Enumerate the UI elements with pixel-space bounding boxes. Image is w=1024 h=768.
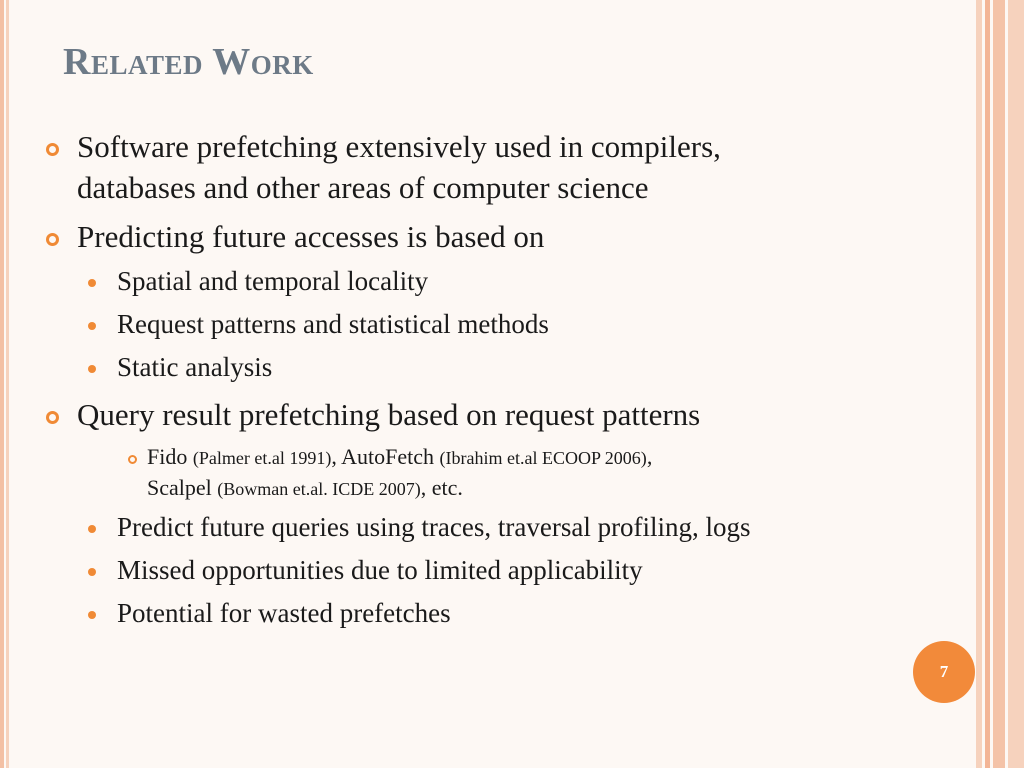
sub-bullet-dot-icon — [88, 568, 96, 576]
bullet-2: Predicting future accesses is based on — [77, 219, 545, 254]
bullet-ring-icon — [46, 233, 59, 246]
sub-bullet-dot-icon — [88, 611, 96, 619]
bullet-ring-icon — [46, 143, 59, 156]
ref-fido: Fido — [147, 444, 188, 469]
right-border-decoration — [976, 0, 1024, 768]
sub-bullet-ring-icon — [128, 455, 137, 464]
bullet-3-sub-3: Potential for wasted prefetches — [117, 598, 451, 628]
bullet-3: Query result prefetching based on request patterns — [77, 397, 701, 432]
sub-bullet-dot-icon — [88, 525, 96, 533]
bullet-2-sub-2: Request patterns and statistical methods — [117, 309, 549, 339]
sub-bullet-dot-icon — [88, 365, 96, 373]
sub-bullet-dot-icon — [88, 279, 96, 287]
bullet-1-line-2: databases and other areas of computer science — [77, 170, 649, 205]
page-number-badge: 7 — [913, 641, 975, 703]
ref-autofetch: AutoFetch — [341, 444, 435, 469]
ref-separator: , — [331, 444, 337, 469]
ref-separator: , — [646, 444, 653, 469]
sub-bullet-dot-icon — [88, 322, 96, 330]
bullet-3-sub-1: Predict future queries using traces, traversal profiling, logs — [117, 512, 751, 542]
bullet-2-sub-3: Static analysis — [117, 352, 273, 382]
ref-fido-citation: (Palmer et.al 1991) — [192, 448, 332, 468]
bullet-ring-icon — [46, 411, 59, 424]
slide-title: Related Work — [63, 41, 314, 83]
bullet-3-references-line-1 — [147, 444, 652, 471]
bullet-2-sub-1: Spatial and temporal locality — [117, 266, 429, 296]
bullet-3-references-line-2 — [147, 475, 463, 502]
ref-scalpel-citation: (Bowman et.al. ICDE 2007) — [217, 479, 421, 499]
ref-etc: , etc. — [420, 475, 463, 500]
ref-scalpel: Scalpel — [147, 475, 212, 500]
bullet-1-line-1: Software prefetching extensively used in compilers, — [77, 129, 721, 164]
bullet-3-sub-2: Missed opportunities due to limited applicability — [117, 555, 643, 585]
ref-autofetch-citation: (Ibrahim et.al ECOOP 2006) — [439, 448, 647, 468]
